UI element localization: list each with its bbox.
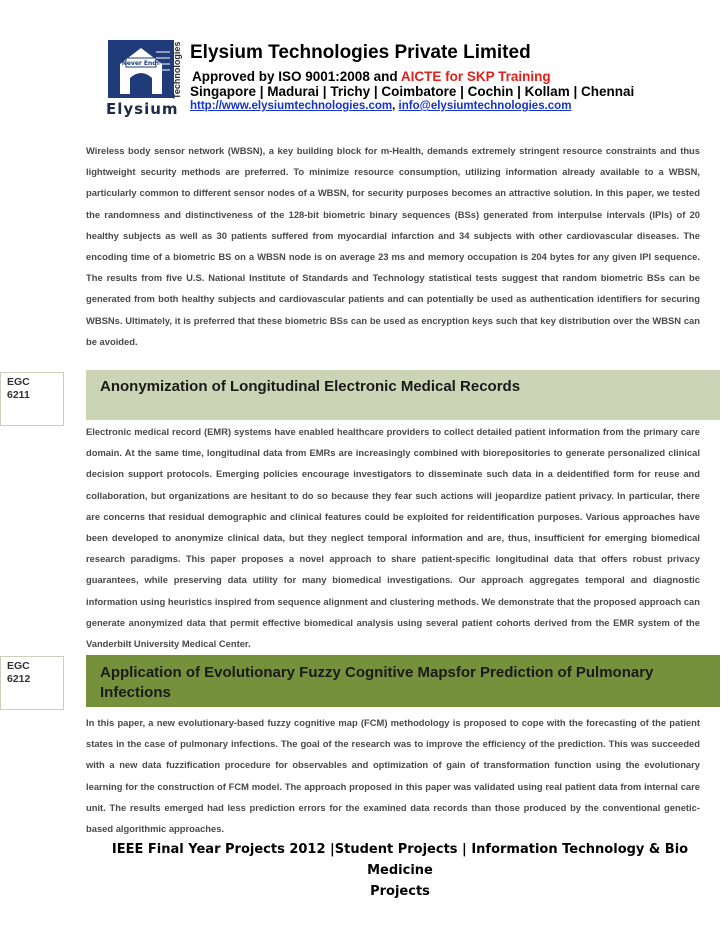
section-title: Anonymization of Longitudinal Electronic Medical Records: [100, 378, 521, 395]
logo-side-text: Technologies: [172, 41, 182, 99]
company-name: Elysium Technologies Private Limited: [190, 42, 531, 63]
code-prefix: EGC: [7, 660, 30, 672]
section-title-line2: Infections: [100, 684, 171, 701]
link-separator: ,: [392, 100, 396, 112]
code-number: 6211: [7, 389, 30, 401]
approval-line: [192, 69, 551, 84]
section-abstract: Electronic medical record (EMR) systems have enabled healthcare providers to collect detailed patient information from the primary care domain. At the same time, longitudinal data from EMRs are increasingly combined with biorepositories to generate personalized clinical decision support protocols. Emerging policies encourage investigators to disseminate such data in a deidentified form for reuse and collaboration, but organizations are hesitant to do so because they fear such actions will jeopardize patient privacy. In particular, there are concerns that residual demographic and clinical features could be exploited for reidentification purposes. Various approaches have been developed to anonymize clinical data, but they neglect temporal information and are, thus, insufficient for emerging biomedical research paradigms. This paper proposes a novel approach to share patient-specific longitudinal data that offers robust privacy guarantees, while preserving data utility for many biomedical investigations. Our approach aggregates temporal and diagnostic information using heuristics inspired from sequence alignment and clustering methods. We demonstrate that the proposed approach can generate anonymized data that permit effective biomedical analysis using several patient cohorts derived from the EMR system of the Vanderbilt University Medical Center.: [86, 426, 700, 650]
footer-line1: IEEE Final Year Projects 2012 |Student Projects | Information Technology & Bio Medicine: [111, 842, 689, 878]
code-number: 6212: [7, 673, 31, 685]
office-cities: Singapore | Madurai | Trichy | Coimbatore | Cochin | Kollam | Chennai: [190, 84, 635, 99]
section-abstract: In this paper, a new evolutionary-based fuzzy cognitive map (FCM) methodology is proposed to cope with the forecasting of the patient states in the case of pulmonary infections. The goal of the research was to improve the efficiency of the prediction. This was succeeded with a new data fuzzification procedure for observables and optimization of gain of transformation function using the evolutionary learning for the construction of FCM model. The approach proposed in this paper was validated using real patient data from internal care unit. The results emerged had less prediction errors for the examined data records than those produced by the conventional genetic-based algorithmic approaches.: [86, 717, 700, 835]
section-title-line1: Application of Evolutionary Fuzzy Cognitive Mapsfor Prediction of Pulmonary: [100, 664, 654, 681]
code-prefix: EGC: [7, 376, 30, 388]
page-footer: [86, 839, 714, 902]
project-code-6212: [0, 656, 64, 710]
logo-banner-text: Never Ends: [121, 60, 161, 67]
logo-wordmark: Elysium: [106, 100, 179, 118]
website-link[interactable]: http://www.elysiumtechnologies.com: [190, 100, 393, 112]
approval-accent: AICTE for SKP Training: [400, 69, 551, 84]
email-link[interactable]: info@elysiumtechnologies.com: [398, 100, 572, 112]
footer-line2: Projects: [370, 884, 430, 899]
section-title-bar: [86, 370, 720, 420]
approval-prefix: Approved by ISO 9001:2008 and: [192, 69, 398, 84]
contact-links: [190, 100, 571, 112]
project-code-6211: [0, 372, 64, 426]
intro-abstract: Wireless body sensor network (WBSN), a key building block for m-Health, demands extremely stringent resource constraints and thus lightweight security methods are preferred. To minimize resource consumption, utilizing information already available to a WBSN, particularly common to different sensor nodes of a WBSN, for security purposes becomes an attractive solution. In this paper, we tested the randomness and distinctiveness of the 128-bit biometric binary sequences (BSs) generated from interpulse intervals (IPIs) of 20 healthy subjects as well as 30 patients suffered from myocardial infarction and 34 subjects with other cardiovascular diseases. The encoding time of a biometric BS on a WBSN node is on average 23 ms and memory occupation is 204 bytes for any given IPI sequence. The results from five U.S. National Institute of Standards and Technology statistical tests suggest that random biometric BSs can be generated from both healthy subjects and cardiovascular patients and can potentially be used as authentication identifiers for securing WBSNs. Ultimately, it is preferred that these biometric BSs can be used as encryption keys such that key distribution over the WBSN can be avoided.: [86, 145, 700, 347]
section-title-bar: [86, 655, 720, 707]
